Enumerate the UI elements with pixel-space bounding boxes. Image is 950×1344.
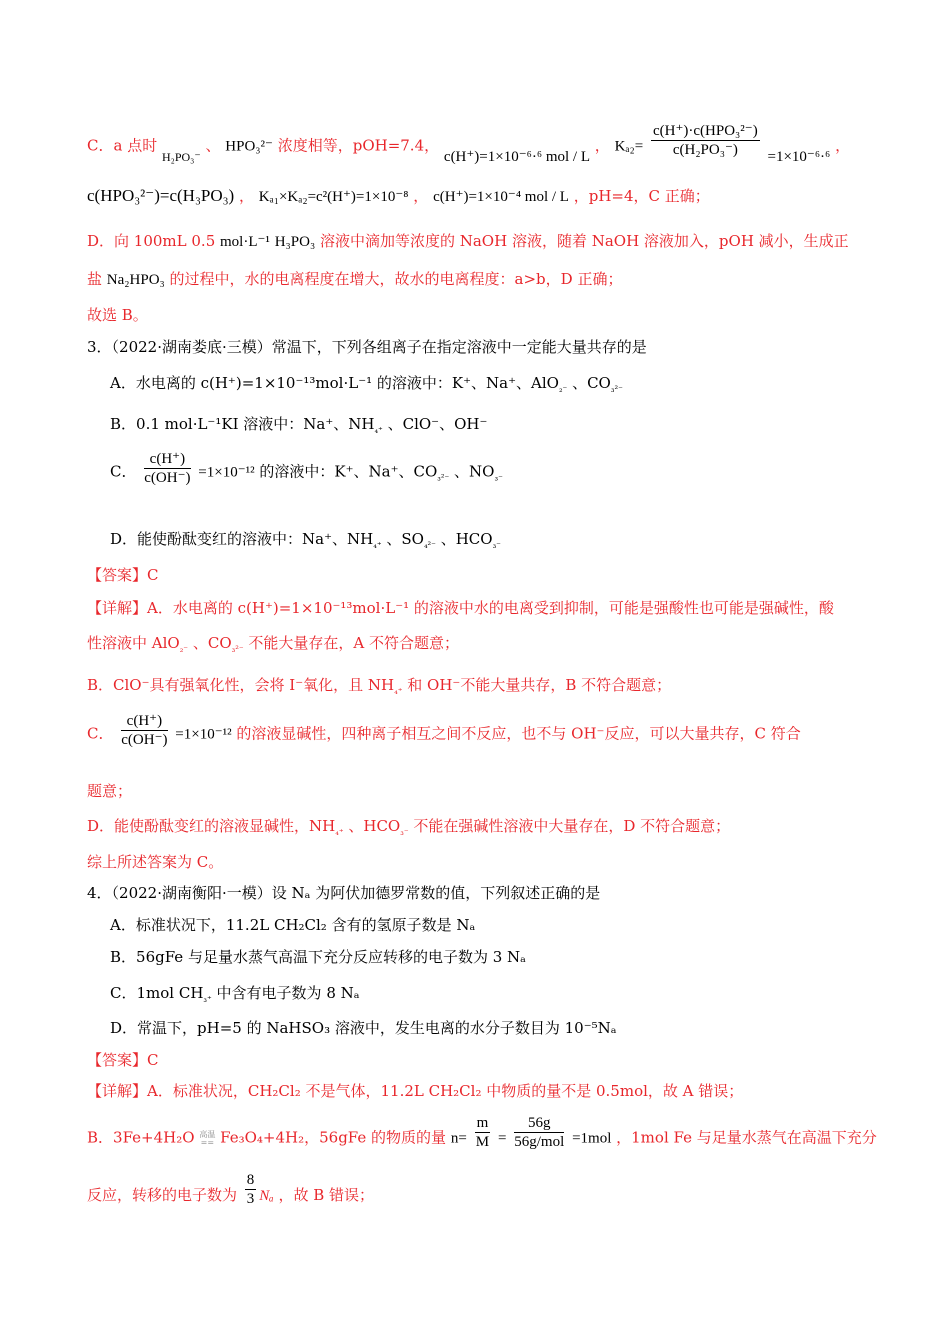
h3po3-formula: H₃PO₃ bbox=[274, 234, 316, 250]
q4-option-b: B．56gFe 与足量水蒸气高温下充分反应转移的电子数为 3 Nₐ bbox=[110, 948, 526, 966]
q4-option-d: D．常温下，pH=5 的 NaHSO₃ 溶液中，发生电离的水分子数目为 10⁻⁵Nₐ bbox=[110, 1019, 617, 1037]
q3-stem: 3．（2022·湖南娄底·三模）常温下，下列各组离子在指定溶液中一定能大量共存的是 bbox=[87, 338, 647, 356]
detail-ratio-fraction: $\frac{c(H^+)}{c(OH^-)}$ bbox=[121, 713, 168, 748]
ka2-fraction: $\frac{\text{c(H⁺)·c(HPO₃²⁻)}}{\text{c(H₂PO₃⁻)}}$ bbox=[653, 123, 758, 158]
q4-answer: 【答案】C bbox=[87, 1051, 159, 1069]
q3-answer: 【答案】C bbox=[87, 566, 159, 584]
q3-option-a: A．水电离的 c(H⁺)=1×10⁻¹³mol·L⁻¹ 的溶液中：K⁺、Na⁺、AlO$_{_2^-}$ 、$CO_{_3^{2-}}$ bbox=[110, 374, 623, 395]
ka2-lhs: Kₐ₂= bbox=[614, 138, 644, 155]
q3-detail-a-line1: 【详解】A．水电离的 c(H⁺)=1×10⁻¹³mol·L⁻¹ 的溶液中水的电离受到抑制，可能是强酸性也可能是强碱性，酸 bbox=[87, 599, 834, 617]
electron-count-fraction: $\frac{8}{3}$ bbox=[246, 1171, 255, 1207]
hpo3-formula: HPO₃²⁻ bbox=[225, 138, 273, 155]
analysis-d-line2: 盐 Na₂HPO₃ 的过程中，水的电离程度在增大，故水的电离程度：a>b，D 正确； bbox=[87, 270, 623, 288]
mass-over-molar-mass-fraction: $\frac{56g}{\text{56g/mol}}$ bbox=[514, 1115, 565, 1150]
q4-stem: 4．（2022·湖南衡阳·一模）设 Nₐ 为阿伏加德罗常数的值，下列叙述正确的是 bbox=[87, 884, 601, 902]
analysis-c-line2: c(HPO₃²⁻)=c(H₃PO₃) ， Kₐ₁×Kₐ₂=c²(H⁺)=1×10⁻⁸ ， c(H⁺)=1×10⁻⁴ mol / L ，pH=4，C 正确； bbox=[87, 186, 710, 205]
q3-option-d: D．能使酚酞变红的溶液中：Na⁺、$NH_{_4^+}$ 、$SO_{_4^{2-}}$ 、$HCO_{_3^-}$ bbox=[110, 530, 501, 551]
na2hpo3-formula: Na₂HPO₃ bbox=[106, 272, 165, 288]
analysis-d-line1: D．向 100mL 0.5 mol·L⁻¹ H₃PO₃ 溶液中滴加等浓度的 NaOH 溶液，随着 NaOH 溶液加入，pOH 减小，生成正 bbox=[87, 232, 849, 250]
q3-option-b: B．0.1 mol·L⁻¹KI 溶液中：Na⁺、$NH_{_4^+}$ 、ClO⁻、OH⁻ bbox=[110, 415, 488, 436]
q4-option-c: C．1mol $CH_{_3^+}$ 中含有电子数为 8 Nₐ bbox=[110, 984, 360, 1005]
q3-detail-b: B．ClO⁻具有强氧化性，会将 I⁻氧化，且 $NH_{_4^+}$ 和 OH⁻不能大量共存，B 不符合题意； bbox=[87, 676, 672, 697]
ka2-rhs: =1×10⁻⁶·⁶ bbox=[767, 148, 831, 165]
h-oh-ratio-fraction: $\frac{c(H^+)}{c(OH^-)}$ bbox=[144, 451, 191, 486]
ch-result-equation: c(H⁺)=1×10⁻⁴ mol / L bbox=[433, 189, 569, 205]
ch-equation: c(H⁺)=1×10⁻⁶·⁶ mol / L bbox=[443, 148, 591, 165]
q4-option-a: A．标准状况下，11.2L CH₂Cl₂ 含有的氢原子数是 Nₐ bbox=[110, 916, 476, 934]
choose-b: 故选 B。 bbox=[87, 306, 148, 324]
q3-detail-a-line2: 性溶液中 AlO$_{_2^-}$ 、$CO_{_3^{2-}}$ 不能大量存在，A 不符合题意； bbox=[87, 634, 459, 655]
ka-product-equation: Kₐ₁×Kₐ₂=c²(H⁺)=1×10⁻⁸ bbox=[258, 189, 409, 205]
equal-conc-equation: c(HPO₃²⁻)=c(H₃PO₃) bbox=[87, 186, 235, 205]
h2po3-formula: H₂PO₃⁻ bbox=[161, 149, 201, 164]
q3-option-c: C． $\frac{c(H^+)}{c(OH^-)}$ =1×10⁻¹² 的溶液中：K⁺、Na⁺、$CO_{_3^{2-}}$ 、$NO_{_3^-}$ bbox=[110, 451, 503, 486]
q3-detail-c-line2: 题意； bbox=[87, 782, 133, 800]
analysis-c-line1: C．a 点时 $_{H_2PO_3^-}$ 、 HPO₃²⁻ 浓度相等，pOH=7.4， c(H⁺)=1×10⁻⁶·⁶ mol / L ， Kₐ₂= $\frac{\text{c(H⁺)·c(HPO₃²⁻)}}{\text{c(H₂PO₃⁻)}}$ =1×10⁻⁶·⁶ ， bbox=[87, 123, 851, 165]
q4-detail-b-line2: 反应，转移的电子数为 $\frac{8}{3}$ Nₐ ，故 B 错误； bbox=[87, 1171, 375, 1207]
q4-detail-b-line1: B．3Fe+4H₂O 高温 == Fe₃O₄+4H₂，56gFe 的物质的量 n= $\frac{m}{M}$ = $\frac{56g}{\text{56g/mol}}$ =1mol ，1mol Fe 与足量水蒸气在高温下充分 bbox=[87, 1115, 877, 1150]
q3-summary: 综上所述答案为 C。 bbox=[87, 853, 224, 871]
n-m-over-M-fraction: $\frac{m}{M}$ bbox=[475, 1115, 490, 1150]
mol-unit: mol·L⁻¹ bbox=[220, 234, 270, 250]
q3-detail-c-line1: C． $\frac{c(H^+)}{c(OH^-)}$ =1×10⁻¹² 的溶液显碱性，四种离子相互之间不反应，也不与 OH⁻反应，可以大量共存，C 符合 bbox=[87, 713, 801, 748]
q4-detail-a: 【详解】A．标准状况，CH₂Cl₂ 不是气体，11.2L CH₂Cl₂ 中物质的量不是 0.5mol，故 A 错误； bbox=[87, 1082, 744, 1100]
reaction-condition: 高温 == bbox=[199, 1129, 216, 1147]
q3-detail-d: D．能使酚酞变红的溶液显碱性，$NH_{_4^+}$ 、$HCO_{_3^-}$ 不能在强碱性溶液中大量存在，D 不符合题意； bbox=[87, 817, 731, 838]
